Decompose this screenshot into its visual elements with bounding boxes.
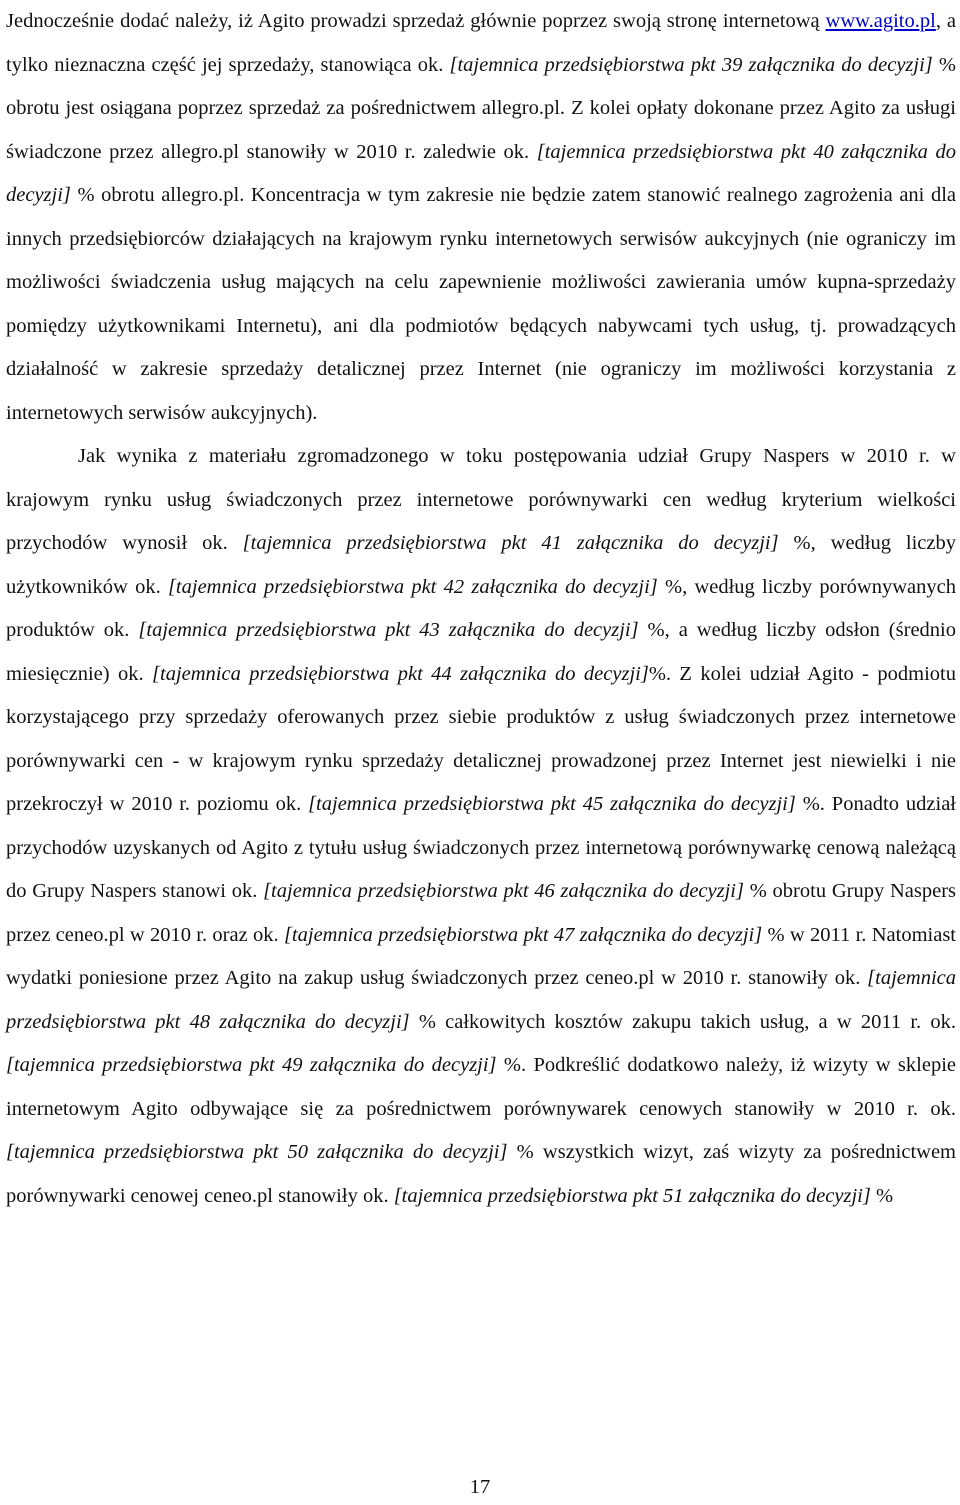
redacted-secret-45: [tajemnica przedsiębiorstwa pkt 45 załącznika do decyzji]	[308, 793, 796, 815]
redacted-secret-43: [tajemnica przedsiębiorstwa pkt 43 załącznika do decyzji]	[138, 619, 639, 641]
text-run: %. Podkreślić dodatkowo należy, iż wizyty w sklepie internetowym Agito odbywające się za pośrednictwem porównywarek cenowych stanowiły w 2010 r. ok.	[6, 1054, 956, 1120]
text-run: % w 2011 r. Natomiast wydatki poniesione przez Agito na zakup usług świadczonych przez ceneo.pl w 2010 r. stanowiły ok.	[6, 923, 956, 989]
redacted-secret-46: [tajemnica przedsiębiorstwa pkt 46 załącznika do decyzji]	[263, 880, 744, 902]
redacted-secret-51: [tajemnica przedsiębiorstwa pkt 51 załącznika do decyzji]	[393, 1184, 871, 1207]
paragraph-agito-sales	[6, 0, 956, 435]
text-run: %, według liczby porównywanych produktów ok.	[6, 575, 956, 641]
text-run: %. Ponadto udział przychodów uzyskanych od Agito z tytułu usług świadczonych przez internetową porównywarkę cenową należącą do Grupy Naspers stanowi ok.	[6, 793, 956, 902]
redacted-secret-48: [tajemnica przedsiębiorstwa pkt 48 załącznika do decyzji]	[6, 967, 956, 1033]
text-run: Jednocześnie dodać należy, iż Agito prowadzi sprzedaż głównie poprzez swoją stronę internetową	[6, 10, 826, 32]
text-run: %	[870, 1184, 894, 1207]
redacted-secret-47: [tajemnica przedsiębiorstwa pkt 47 załącznika do decyzji]	[283, 923, 763, 946]
text-run: , a tylko nieznaczna część jej sprzedaży, stanowiąca ok.	[6, 10, 956, 76]
text-run: % obrotu allegro.pl. Koncentracja w tym zakresie nie będzie zatem stanowić realnego zagrożenia ani dla innych przedsiębiorców działających na krajowym rynku internetowych serwisów aukcyjnych (nie ograniczy im możliwości świadczenia usług mających na celu zapewnienie możliwości zawierania umów kupna-sprzedaży pomiędzy użytkownikami Internetu), ani dla podmiotów będących nabywcami tych usług, tj. prowadzących działalność w zakresie sprzedaży detalicznej przez Internet (nie ograniczy im możliwości korzystania z internetowych serwisów aukcyjnych).	[6, 184, 956, 424]
redacted-secret-50: [tajemnica przedsiębiorstwa pkt 50 załącznika do decyzji]	[6, 1141, 508, 1163]
redacted-secret-39: [tajemnica przedsiębiorstwa pkt 39 załącznika do decyzji]	[449, 53, 933, 76]
redacted-secret-42: [tajemnica przedsiębiorstwa pkt 42 załącznika do decyzji]	[167, 575, 658, 598]
agito-website-link[interactable]: www.agito.pl	[825, 10, 936, 32]
text-run: % wszystkich wizyt, zaś wizyty za pośrednictwem porównywarki cenowej ceneo.pl stanowiły ok.	[6, 1141, 956, 1207]
redacted-secret-41: [tajemnica przedsiębiorstwa pkt 41 załącznika do decyzji]	[242, 532, 779, 554]
paragraph-naspers-share	[6, 435, 956, 1218]
text-run: % obrotu jest osiągana poprzez sprzedaż za pośrednictwem allegro.pl. Z kolei opłaty dokonane przez Agito za usługi świadczone przez allegro.pl stanowiły w 2010 r. zaledwie ok.	[6, 53, 957, 163]
redacted-secret-44: [tajemnica przedsiębiorstwa pkt 44 załącznika do decyzji]	[152, 662, 649, 685]
page-number: 17	[469, 1476, 491, 1498]
text-run: Jak wynika z materiału zgromadzonego w toku postępowania udział Grupy Naspers w 2010 r. w krajowym rynku usług świadczonych przez internetowe porównywarki cen według kryterium wielkości przychodów wynosił ok.	[6, 445, 956, 554]
text-run: %, a według liczby odsłon (średnio miesięcznie) ok.	[6, 619, 956, 685]
text-run: %, według liczby użytkowników ok.	[6, 532, 956, 598]
text-run: % obrotu Grupy Naspers przez ceneo.pl w 2010 r. oraz ok.	[6, 880, 956, 946]
text-run: %. Z kolei udział Agito - podmiotu korzystającego przy sprzedaży oferowanych przez siebie produktów z usług świadczonych przez internetowe porównywarki cen - w krajowym rynku sprzedaży detalicznej prowadzonej przez Internet jest niewielki i nie przekroczył w 2010 r. poziomu ok.	[6, 662, 956, 815]
text-run: % całkowitych kosztów zakupu takich usług, a w 2011 r. ok.	[409, 1010, 956, 1033]
redacted-secret-40: [tajemnica przedsiębiorstwa pkt 40 załącznika do decyzji]	[6, 140, 956, 206]
redacted-secret-49: [tajemnica przedsiębiorstwa pkt 49 załącznika do decyzji]	[6, 1054, 497, 1076]
document-page	[6, 0, 956, 1218]
